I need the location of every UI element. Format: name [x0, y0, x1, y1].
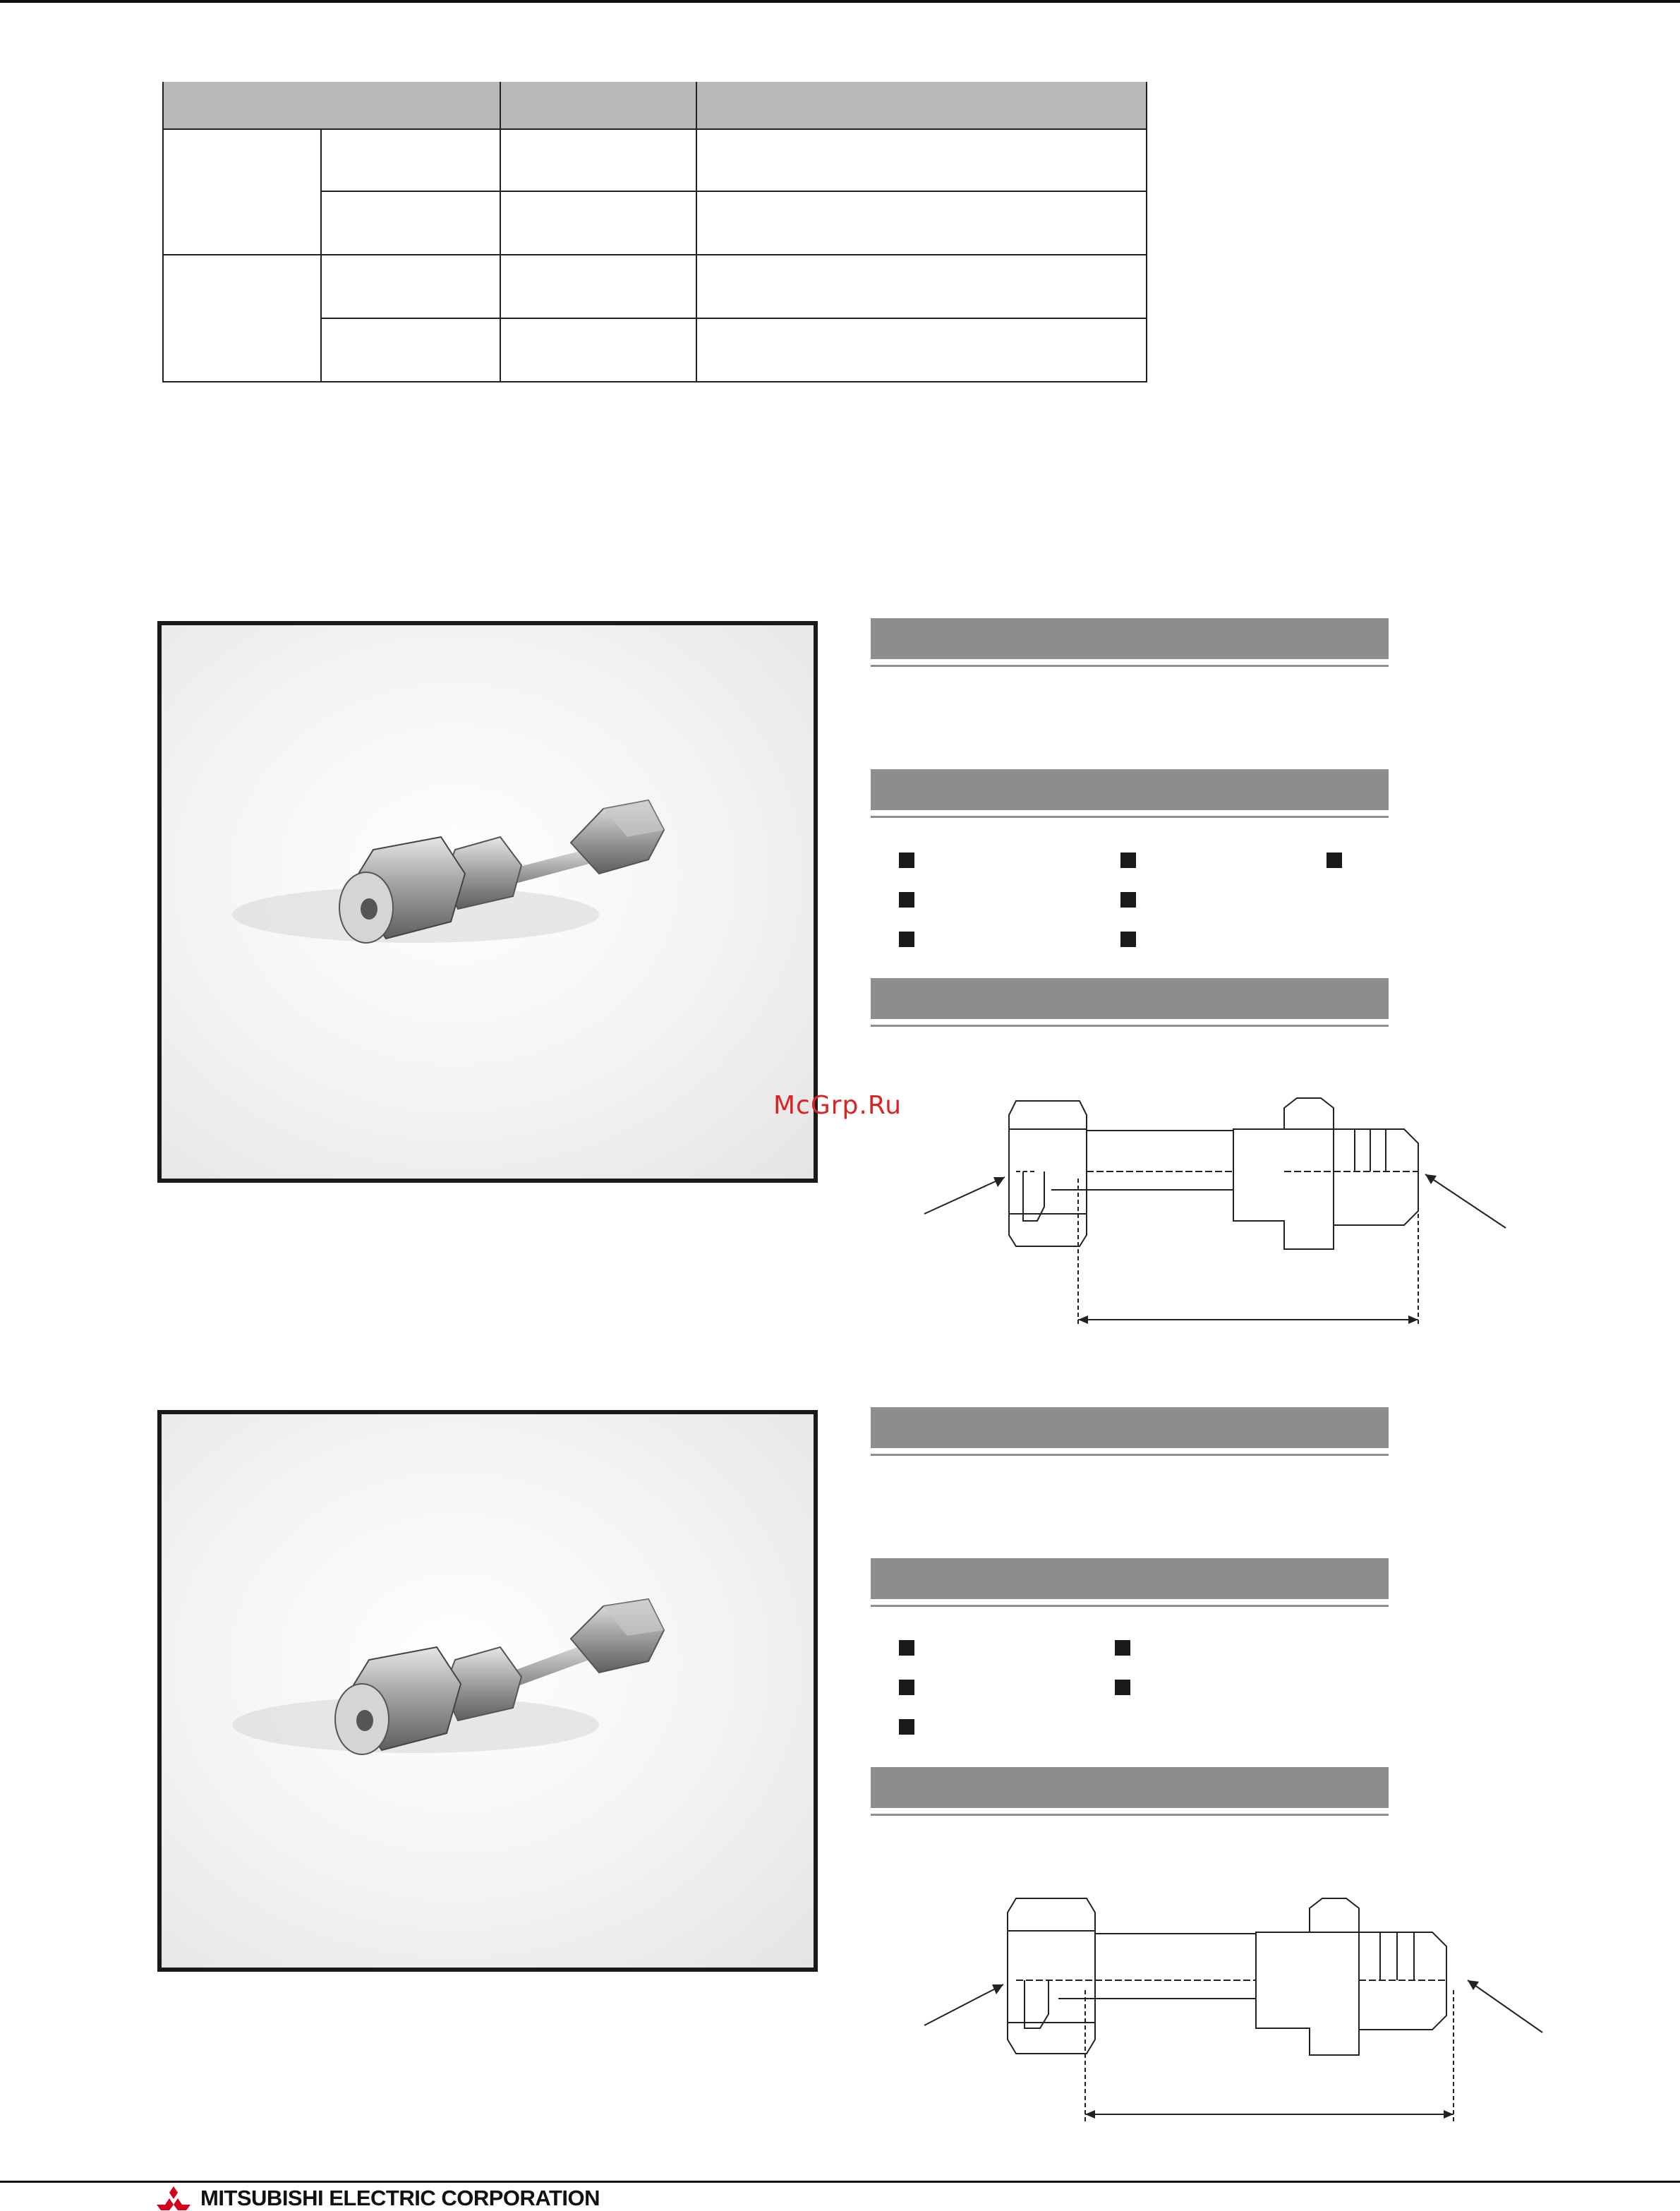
fitting-image-2 — [162, 1414, 814, 1968]
product-photo-1 — [157, 621, 818, 1183]
bullet-icon — [899, 1640, 914, 1656]
company-name: MITSUBISHI ELECTRIC CORPORATION — [200, 2186, 600, 2210]
bullet-icon — [899, 1719, 914, 1735]
bullet-icon — [1115, 1680, 1130, 1695]
bullet-icon — [1120, 892, 1136, 908]
section-bar-1a — [871, 618, 1389, 659]
section-bar-2a — [871, 1407, 1389, 1448]
footer-rule — [0, 2181, 1680, 2183]
bullet-icon — [1115, 1640, 1130, 1656]
section-bar-1c — [871, 978, 1389, 1019]
section-bar-2c — [871, 1767, 1389, 1808]
fitting-image-1 — [162, 625, 814, 1179]
bullet-icon — [1120, 932, 1136, 947]
bullet-icon — [899, 853, 914, 868]
section-bar-rule — [871, 665, 1389, 667]
bullet-icon — [899, 892, 914, 908]
bullet-icon — [899, 932, 914, 947]
spec-table — [162, 82, 1147, 382]
top-rule — [0, 0, 1680, 3]
bullet-icon — [1120, 853, 1136, 868]
section-bar-rule — [871, 1454, 1389, 1456]
section-bar-1b — [871, 769, 1389, 810]
section-bar-rule — [871, 816, 1389, 818]
watermark: McGrp.Ru — [773, 1091, 902, 1120]
section-bar-2b — [871, 1558, 1389, 1599]
spec-table-header — [162, 82, 1147, 128]
section-bar-rule — [871, 1605, 1389, 1607]
product-photo-2 — [157, 1410, 818, 1972]
section-bar-rule — [871, 1814, 1389, 1816]
fitting-drawing-2 — [910, 1877, 1559, 2131]
three-diamond-logo-icon — [154, 2186, 193, 2210]
section-bar-rule — [871, 1025, 1389, 1027]
footer-brand — [154, 2186, 600, 2210]
bullet-icon — [899, 1680, 914, 1695]
bullet-icon — [1327, 853, 1342, 868]
fitting-drawing-1 — [910, 1087, 1545, 1341]
